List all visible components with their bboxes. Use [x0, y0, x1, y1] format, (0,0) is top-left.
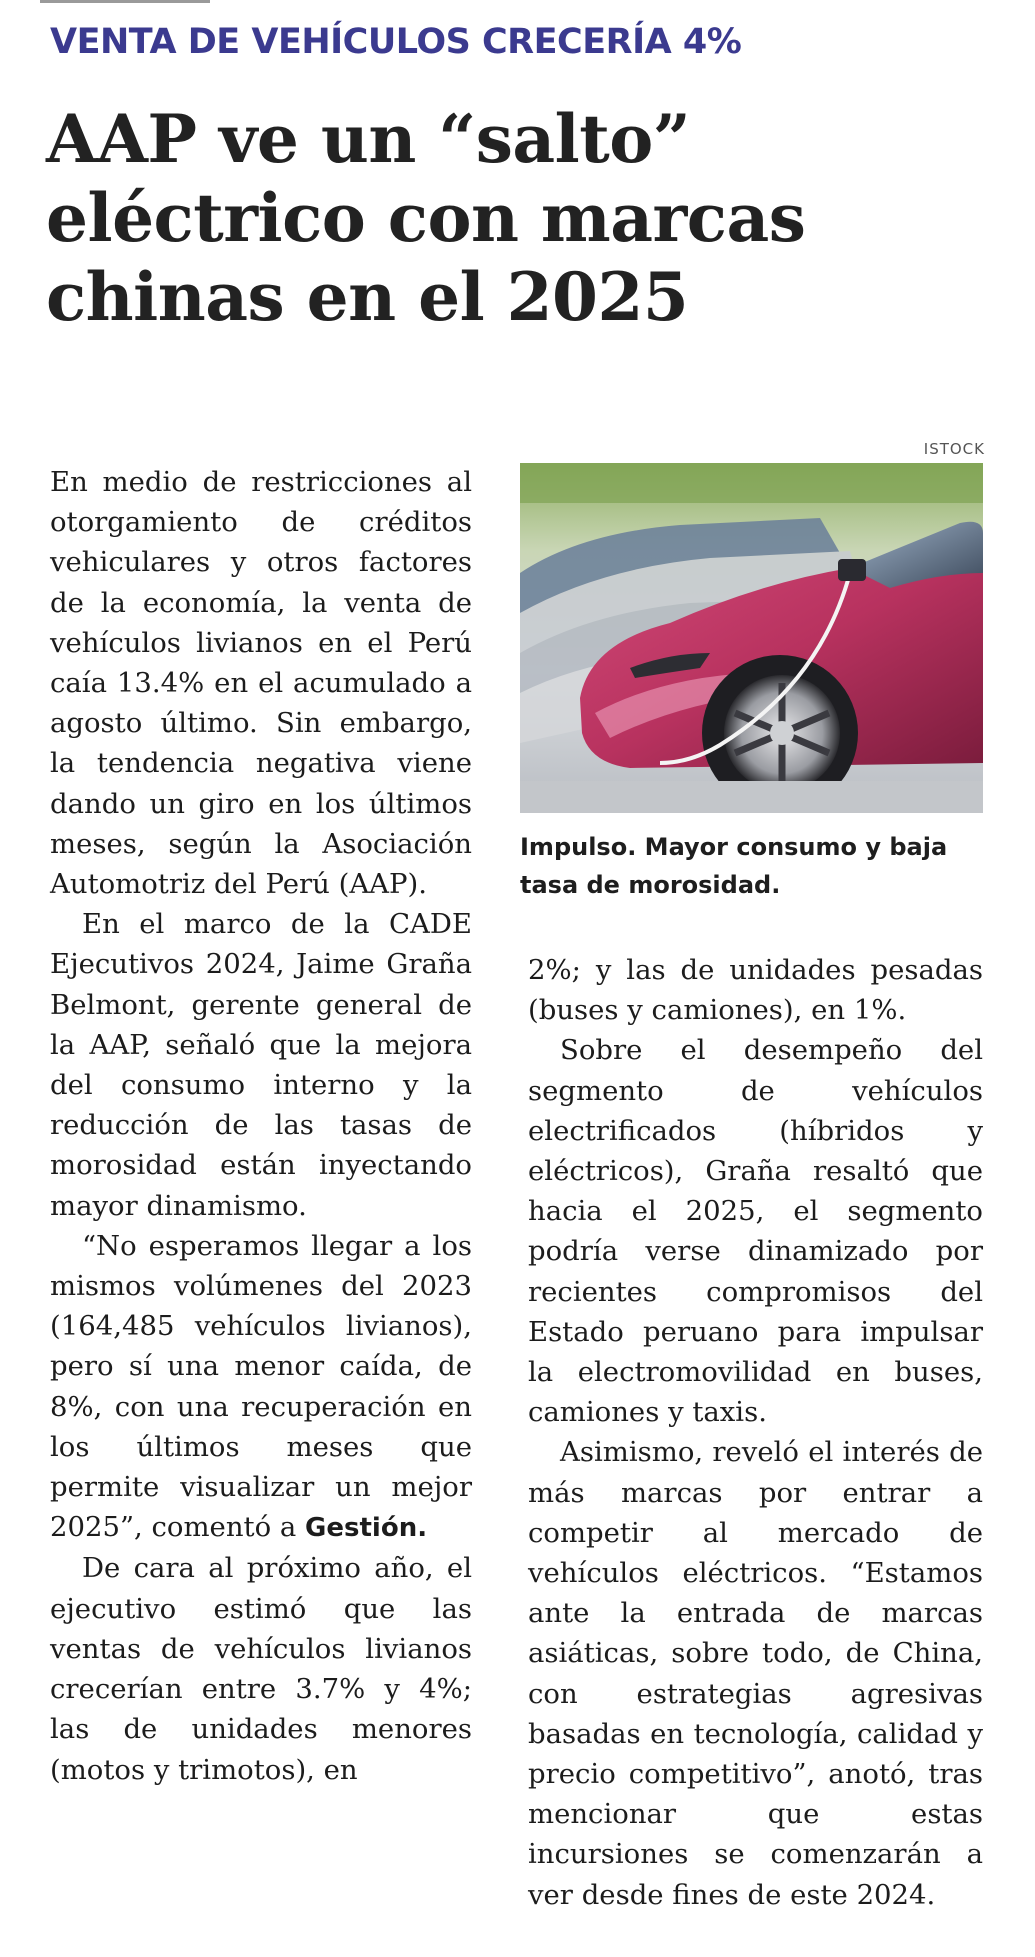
caption-lead: Impulso.	[520, 833, 637, 861]
publication-name: Gestión.	[305, 1513, 428, 1544]
paragraph-5: Sobre el desempeño del segmento de vehículos electrificados (híbridos y eléctricos), Graña resaltó que hacia el 2025, el segmento podría verse dinamizado por recientes compromisos del Estado peruano para impulsar la electromovilidad en buses, camiones y taxis.	[528, 1034, 983, 1429]
article-column-left	[50, 462, 472, 1790]
paragraph-3	[50, 1226, 472, 1549]
paragraph-2: En el marco de la CADE Ejecutivos 2024, Jaime Graña Belmont, gerente general de la AAP, señaló que la mejora del consumo interno y la reducción de las tasas de morosidad están inyectando mayor dinamismo.	[50, 908, 472, 1222]
photo-caption	[520, 828, 990, 904]
paragraph-4: De cara al próximo año, el ejecutivo estimó que las ventas de vehículos livianos crecerían entre 3.7% y 4%; las de unidades menores (motos y trimotos), en	[50, 1552, 472, 1786]
photo-credit: ISTOCK	[923, 440, 985, 458]
headline	[46, 100, 1016, 337]
top-rule	[40, 0, 210, 3]
electric-car-image	[520, 463, 983, 813]
headline-line-1: AAP ve un “salto”	[46, 100, 691, 178]
paragraph-4-continued: 2%; y las de unidades pesadas (buses y camiones), en 1%.	[528, 954, 983, 1027]
electric-car-photo	[520, 463, 983, 813]
article-column-right	[528, 950, 983, 1915]
paragraph-1: En medio de restricciones al otorgamiento de créditos vehiculares y otros factores de la economía, la venta de vehículos livianos en el Perú caía 13.4% en el acumulado a agosto último. Sin embargo, la tendencia negativa viene dando un giro en los últimos meses, según la Asociación Automotriz del Perú (AAP).	[50, 466, 472, 901]
kicker: VENTA DE VEHÍCULOS CRECERÍA 4%	[50, 22, 742, 62]
caption-text: Mayor consumo y baja tasa de morosidad.	[520, 833, 948, 899]
headline-line-3: chinas en el 2025	[46, 258, 689, 336]
headline-line-2: eléctrico con marcas	[46, 179, 806, 257]
paragraph-3-text: “No esperamos llegar a los mismos volúmenes del 2023 (164,485 vehículos livianos), pero sí una menor caída, de 8%, con una recuperación en los últimos meses que permite visualizar un mejor 2025”, comentó a	[50, 1229, 472, 1544]
paragraph-6: Asimismo, reveló el interés de más marcas por entrar a competir al mercado de vehículos eléctricos. “Estamos ante la entrada de marcas asiáticas, sobre todo, de China, con estrategias agresivas basadas en tecnología, calidad y precio competitivo”, anotó, tras mencionar que estas incursiones se comenzarán a ver desde fines de este 2024.	[528, 1436, 983, 1911]
